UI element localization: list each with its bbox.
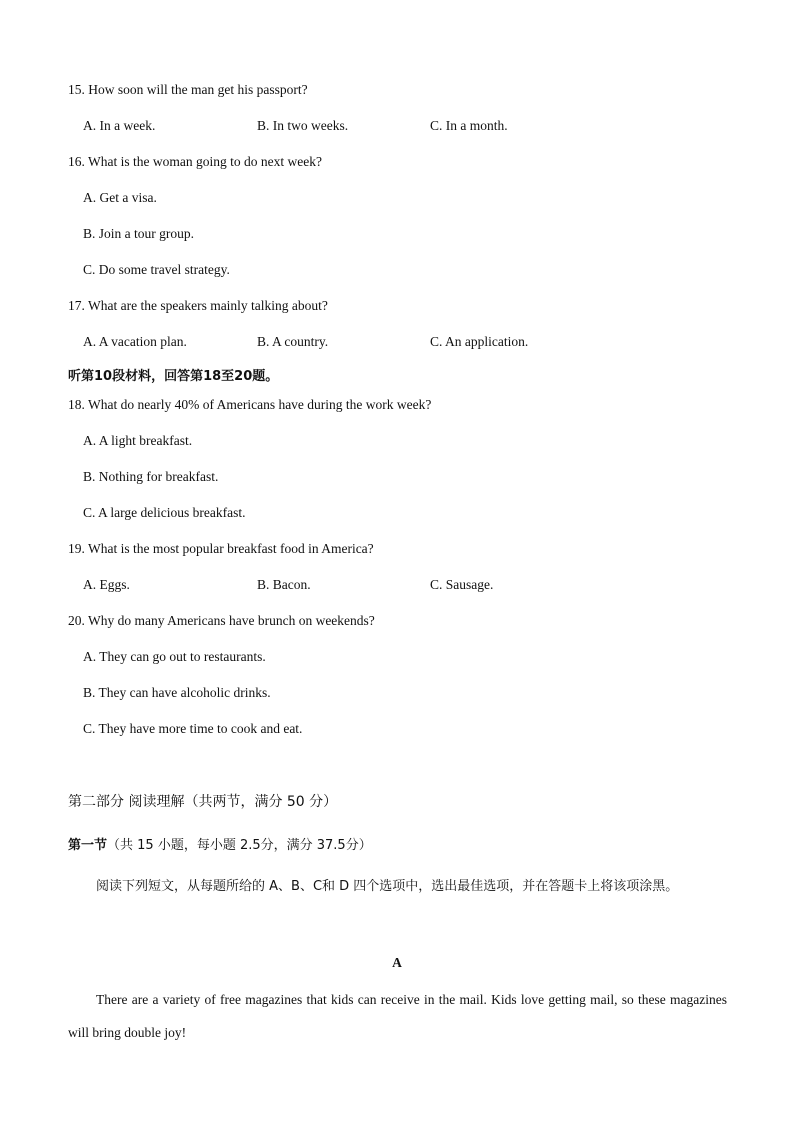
- passage-a-label: A: [392, 955, 402, 970]
- question-15-option-a: A. In a week.: [83, 118, 156, 133]
- part-2-title: 第二部分 阅读理解（共两节，满分 50 分）: [68, 794, 338, 810]
- question-18-option-a: A. A light breakfast.: [83, 433, 193, 448]
- question-17-stem: 17. What are the speakers mainly talking about?: [68, 298, 328, 313]
- question-19-option-a: A. Eggs.: [83, 577, 130, 592]
- question-16-option-c: C. Do some travel strategy.: [83, 262, 230, 277]
- section-1-label: 第一节: [68, 838, 108, 853]
- question-16-option-b: B. Join a tour group.: [83, 226, 194, 241]
- question-20-option-b: B. They can have alcoholic drinks.: [83, 685, 271, 700]
- reading-instructions: 阅读下列短文，从每题所给的 A、B、C和 D 四个选项中，选出最佳选项，并在答题卡上将该项涂黑。: [96, 879, 679, 894]
- question-17-option-b: B. A country.: [257, 334, 329, 349]
- section-1-header: [68, 838, 372, 854]
- question-20-stem: 20. Why do many Americans have brunch on weekends?: [68, 613, 375, 628]
- question-15-stem: 15. How soon will the man get his passport?: [68, 82, 308, 97]
- question-19-option-b: B. Bacon.: [257, 577, 311, 592]
- question-20-option-a: A. They can go out to restaurants.: [83, 649, 266, 664]
- section-10-heading: 听第10段材料，回答第18至20题。: [68, 369, 279, 384]
- question-19-stem: 19. What is the most popular breakfast food in America?: [68, 541, 374, 556]
- question-16-stem: 16. What is the woman going to do next week?: [68, 154, 322, 169]
- question-16-option-a: A. Get a visa.: [83, 190, 157, 205]
- question-17-option-c: C. An application.: [430, 334, 529, 349]
- question-17-option-a: A. A vacation plan.: [83, 334, 187, 349]
- question-15-option-b: B. In two weeks.: [257, 118, 349, 133]
- question-18-stem: 18. What do nearly 40% of Americans have during the work week?: [68, 397, 432, 412]
- question-19-option-c: C. Sausage.: [430, 577, 494, 592]
- passage-a-text: There are a variety of free magazines that kids can receive in the mail. Kids love getting mail, so these magazines will bring double joy!: [68, 992, 727, 1040]
- question-18-option-c: C. A large delicious breakfast.: [83, 505, 246, 520]
- question-18-option-b: B. Nothing for breakfast.: [83, 469, 219, 484]
- question-20-option-c: C. They have more time to cook and eat.: [83, 721, 303, 736]
- section-1-detail: （共 15 小题，每小题 2.5分，满分 37.5分）: [107, 838, 372, 853]
- question-15-option-c: C. In a month.: [430, 118, 508, 133]
